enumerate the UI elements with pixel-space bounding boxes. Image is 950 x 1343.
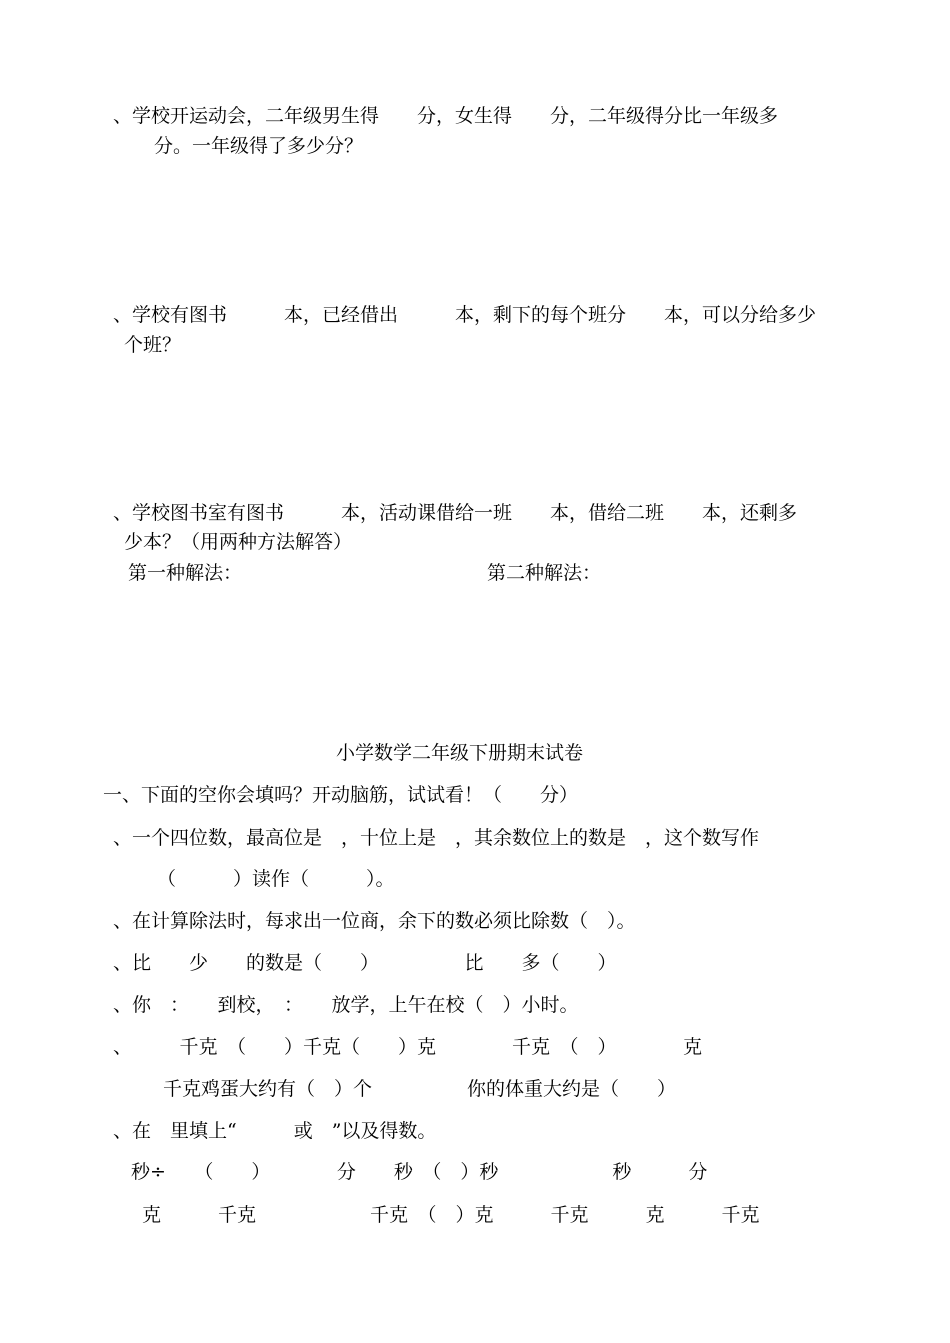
item-4: 、你 ： 到校， ： 放学，上午在校（ ）小时。 <box>113 994 579 1016</box>
item-1-line1: 、一个四位数，最高位是 ，十位上是 ，其余数位上的数是 ，这个数写作 <box>113 827 760 849</box>
item-6-row1: 秒÷ （ ） 分 秒 （ ）秒 秒 分 <box>131 1161 708 1183</box>
q2-line1: 、学校有图书 本，已经借出 本，剩下的每个班分 本，可以分给多少 <box>113 304 817 326</box>
section-1-heading: 一、下面的空你会填吗？开动脑筋，试试看！（ 分） <box>103 784 579 806</box>
item-5-line2: 千克鸡蛋大约有（ ）个 你的体重大约是（ ） <box>163 1078 677 1100</box>
q3-method-1: 第一种解法： <box>128 562 243 584</box>
item-1-line2: （ ）读作（ ）。 <box>157 868 395 890</box>
q2-line2: 个班？ <box>124 334 182 356</box>
q1-line1: 、学校开运动会，二年级男生得 分，女生得 分，二年级得分比一年级多 <box>113 105 779 127</box>
q3-line1: 、学校图书室有图书 本，活动课借给一班 本，借给二班 本，还剩多 <box>113 502 798 524</box>
item-3: 、比 少 的数是（ ） 比 多（ ） <box>113 952 617 974</box>
q3-line2: 少本？（用两种方法解答） <box>124 531 353 553</box>
q3-method-2: 第二种解法： <box>487 562 602 584</box>
item-5-line1: 、 千克 （ ）千克（ ）克 千克 （ ） 克 <box>113 1036 703 1058</box>
q1-line2: 分。一年级得了多少分？ <box>154 135 364 157</box>
item-6: 、在 里填上“ 或 ”以及得数。 <box>113 1120 437 1142</box>
exam-title: 小学数学二年级下册期末试卷 <box>336 742 584 764</box>
item-6-row2: 克 千克 千克 （ ）克 千克 克 千克 <box>142 1204 760 1226</box>
item-2: 、在计算除法时，每求出一位商，余下的数必须比除数（ ）。 <box>113 910 636 932</box>
